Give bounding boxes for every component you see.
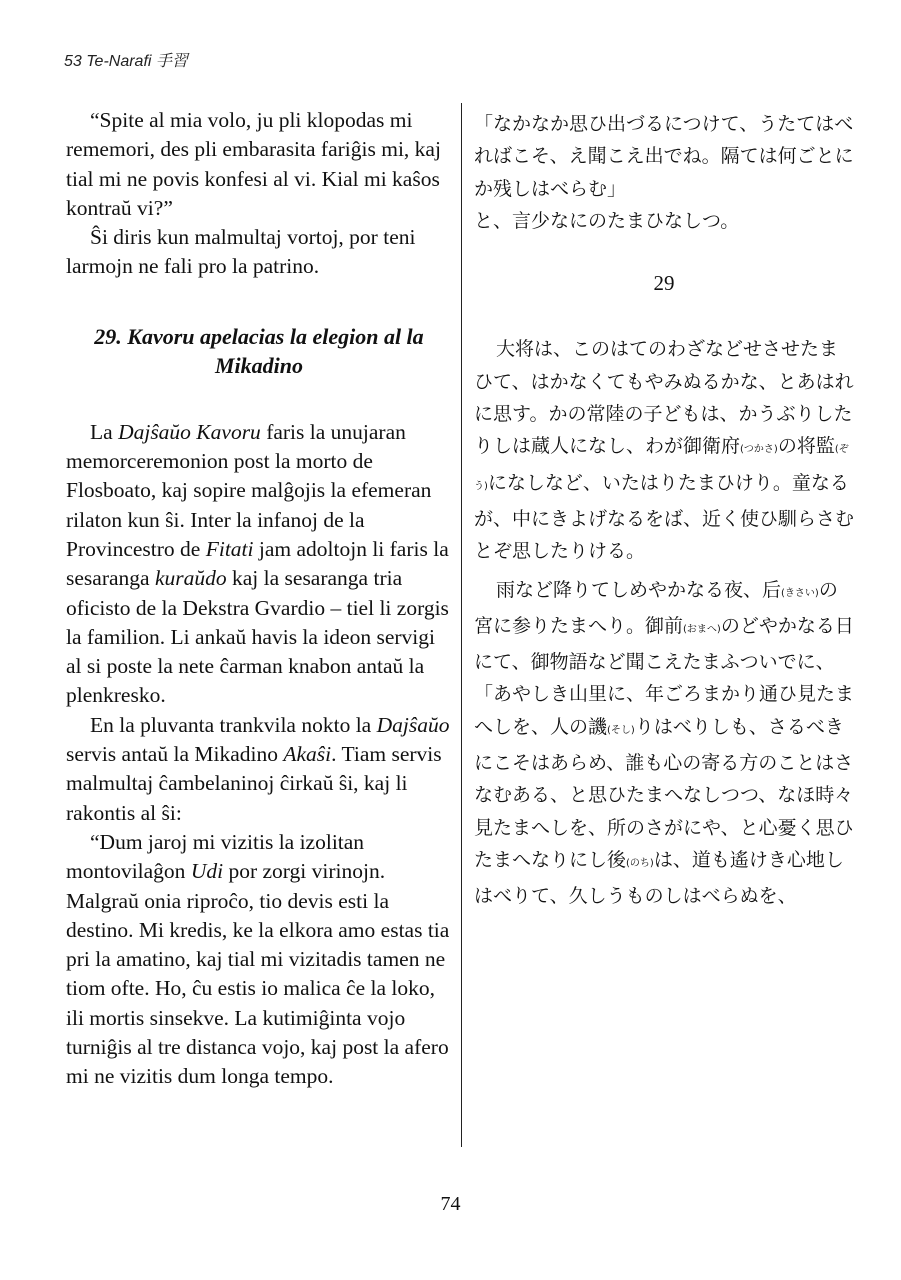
jp-paragraph-ame: 雨など降りてしめやかなる夜、后(きさい)の宮に参りたまへり。御前(おまへ)のどやかなる日にて、御物語など聞こえたまふついでに、 [474,578,854,674]
section-title: 29. Kavoru apelacias la elegion al la Mikadino [94,323,424,378]
paragraph-kavoru: La Dajŝaŭo Kavoru faris la unujaran memorceremonion post la morto de Flosboato, kaj sopire malĝojis la efemeran rilaton kun ŝi. Inter la infanoj de la Provincestro de Fitati jam adoltojn li faris la sesaranga kuraŭdo kaj la sesaranga tria oficisto de la Dekstra Gvardio – tiel li zorgis la familion. Li ankaŭ havis la ideon servigi al si poste la nete ĉarman knabon antaŭ la plenkresko. [66,419,449,708]
jp-paragraph-yamazato: 「あやしき山里に、年ごろまかり通ひ見たまへしを、人の譏(そし)りはべりしも、さるべきにこそはあらめ、誰も心の寄る方のことはさなむある、と思ひたまへなしつつ、なほ時々見たまへしを、所のさがにや、と心憂く思ひたまへなりにし後(のち)は、道も遙けき心地しはべりて、久しうものしはべらぬを、 [474,683,855,908]
japanese-column [474,108,854,913]
paragraph-dum-jaroj: “Dum jaroj mi vizitis la izolitan montovilaĝon Udi por zorgi virinojn. Malgraŭ onia riproĉo, tio devis esti la destino. Mi kredis, ke la elkora amo estas tia pri la amatino, kaj tial mi vizitadis tamen ne tiom ofte. Ho, ĉu estis io malica ĉe la loko, ili mortis sinsekve. La kutimiĝinta vojo turniĝis al tre distanca vojo, kaj post la afero mi ne vizitis dum longa tempo. [66,829,450,1089]
jp-paragraph-1: 「なかなか思ひ出づるにつけて、うたてはべればこそ、え聞こえ出でね。隔ては何ごとにか残しはべらむ」 [474,113,854,200]
chapter-number: 29 [653,271,675,296]
page-number: 74 [440,1193,461,1215]
paragraph-spite: “Spite al mia volo, ju pli klopodas mi rememori, des pli embarasita fariĝis mi, kaj tial mi ne povis konfesi al vi. Kial mi kaŝos kontraŭ vi?” [66,108,441,220]
paragraph-pluvanta-nokto: En la pluvanta trankvila nokto la Dajŝaŭo servis antaŭ la Mikadino Akaŝi. Tiam servis malmultaj ĉambelaninoj ĉirkaŭ ŝi, kaj li rakontis al ŝi: [66,712,450,825]
jp-paragraph-2: と、言少なにのたまひなしつ。 [474,209,740,232]
esperanto-column [66,106,452,1092]
running-header: 53 Te-Narafi 手習 [64,53,188,70]
paragraph-si-diris: Ŝi diris kun malmultaj vortoj, por teni larmojn ne fali pro la patrino. [66,225,416,279]
column-divider [461,103,462,1147]
jp-paragraph-taisho: 大将は、このはてのわざなどせさせたまひて、はかなくてもやみぬるかな、とあはれに思す。かの常陸の子どもは、かうぶりしたりしは蔵人になし、わが御衛府(つかさ)の将監(ぞう)になしなど、いたはりたまひけり。童なるが、中にきよげなるをば、近く使ひ馴らさむとぞ思したりける。 [474,338,855,563]
